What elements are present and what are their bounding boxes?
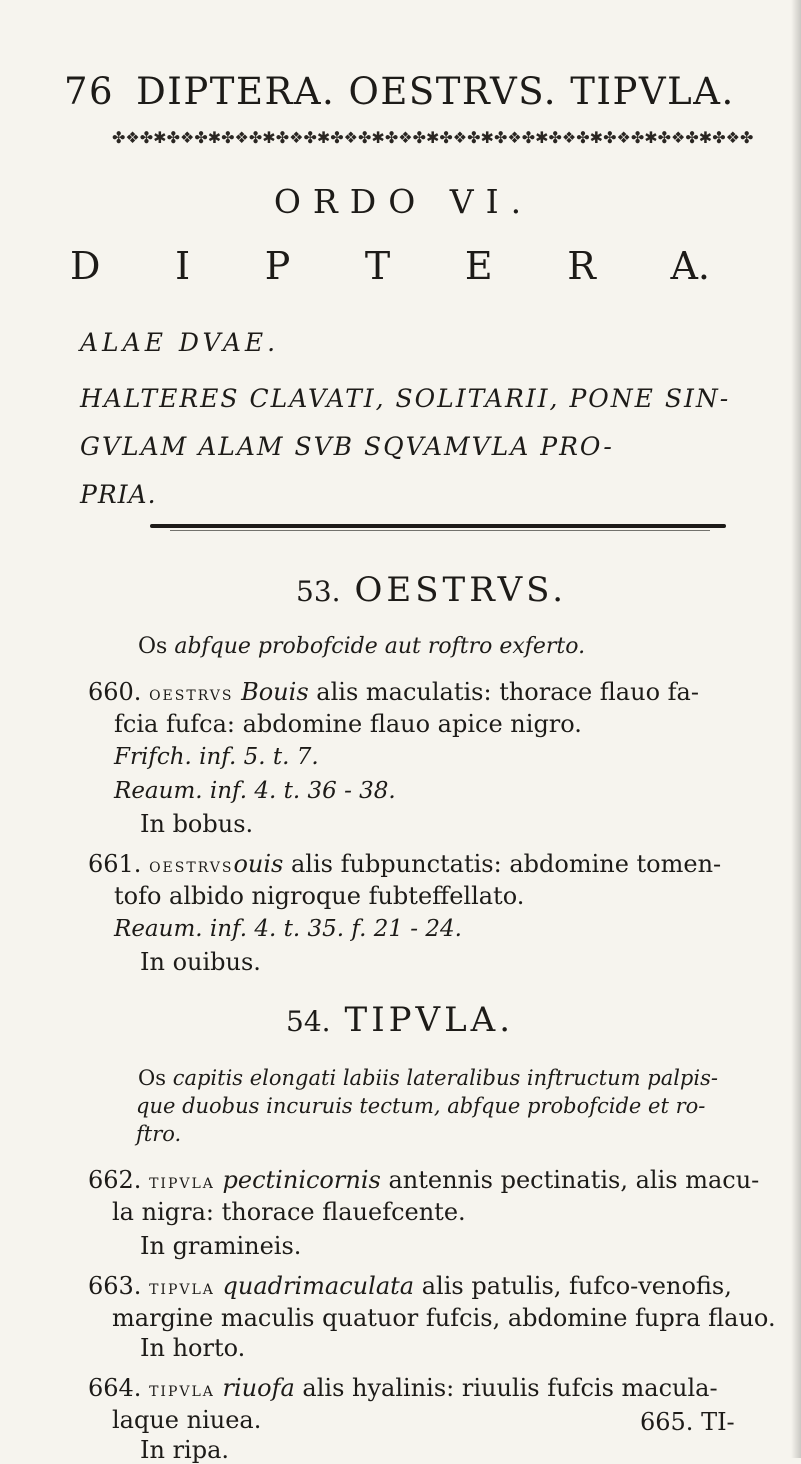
habitat: In ouibus. [140,948,261,976]
description-line: alis patulis, fufco-venofis, [421,1272,732,1300]
order-title-letter: P [264,244,291,288]
running-head [64,70,735,113]
entry-number: 662. [88,1166,142,1194]
genus-diagnosis [138,634,585,659]
description-line: margine maculis quatuor fufcis, abdomine fupra flauo. [112,1304,776,1332]
genus-diagnosis [138,1066,718,1090]
description-line: alis hyalinis: riuulis fufcis macula- [302,1374,718,1402]
os-text: capitis elongati labiis lateralibus inftructum palpis- [172,1066,718,1090]
species-entry-661 [88,850,721,878]
species-epithet: quadrimaculata [222,1272,415,1300]
species-epithet: Bouis [241,678,309,706]
ordo-heading: ORDO VI. [273,182,534,221]
species-epithet: ouis [233,850,284,878]
os-text: abfque probofcide aut roftro exferto. [174,634,586,659]
definition-line: ALAE DVAE. [80,328,280,357]
description-line: alis fubpunctatis: abdomine tomen- [291,850,722,878]
os-label: Os [138,1066,166,1090]
entry-number: 664. [88,1374,142,1402]
description-line: la nigra: thorace flauefcente. [112,1198,466,1226]
page-number: 76 [64,70,115,113]
section-rule-thin [170,530,710,531]
entry-number: 663. [88,1272,142,1300]
genus-smallcaps: oestrvs [149,853,234,877]
order-title-letter: E [464,244,493,288]
genus-smallcaps: tipvla [149,1169,215,1193]
os-text: ftro. [136,1122,182,1146]
order-title-letter: R [567,244,596,288]
habitat: In horto. [140,1334,246,1362]
entry-number: 660. [88,678,142,706]
genus-heading-oestrus [296,570,567,610]
os-text: que duobus incuruis tectum, abfque probofcide et ro- [136,1094,706,1118]
order-title-letter: D [70,244,101,288]
order-title-letter: T [364,244,391,288]
running-title: DIPTERA. OESTRVS. TIPVLA. [136,70,735,113]
order-title [70,244,710,288]
habitat: In ripa. [140,1436,230,1464]
habitat: In gramineis. [140,1232,302,1260]
species-entry-660 [88,678,699,706]
definition-line: GVLAM ALAM SVB SQVAMVLA PRO- [80,432,614,461]
catchword: 665. TI- [640,1408,735,1436]
reference: Reaum. inf. 4. t. 36 - 38. [114,778,396,804]
entry-number: 661. [88,850,142,878]
definition-line: HALTERES CLAVATI, SOLITARII, PONE SIN- [80,384,731,413]
description-line: alis maculatis: thorace flauo fa- [316,678,699,706]
ornament-band: ✤❖✤✱✤❖✤✱✤❖✤✱✤❖✤✱✤❖✤✱✤❖✤✱✤❖✤✱✤❖✤✱✤❖✤✱✤❖✤✱✤❖✤✱✤❖✤ [112,128,754,147]
description-line: laque niuea. [112,1406,262,1434]
genus-name: OESTRVS. [354,570,568,610]
species-epithet: pectinicornis [222,1166,381,1194]
habitat: In bobus. [140,810,254,838]
os-label: Os [138,634,168,659]
genus-smallcaps: tipvla [149,1377,215,1401]
genus-number: 54. [286,1005,331,1038]
description-line: fcia fufca: abdomine flauo apice nigro. [114,710,582,738]
genus-number: 53. [296,575,341,608]
species-entry-664 [88,1374,718,1402]
definition-line: PRIA. [80,480,157,509]
genus-heading-tipula [286,1000,514,1040]
genus-smallcaps: tipvla [149,1275,215,1299]
order-title-letter: A. [670,244,710,288]
description-line: antennis pectinatis, alis macu- [388,1166,760,1194]
species-epithet: riuofa [222,1374,295,1402]
order-title-letter: I [175,244,191,288]
reference: Frifch. inf. 5. t. 7. [114,744,319,770]
genus-smallcaps: oestrvs [149,681,234,705]
section-rule [150,524,726,528]
page-edge-shadow [791,0,801,1458]
reference: Reaum. inf. 4. t. 35. f. 21 - 24. [114,916,462,942]
species-entry-663 [88,1272,732,1300]
genus-name: TIPVLA. [344,1000,515,1040]
species-entry-662 [88,1166,759,1194]
description-line: tofo albido nigroque fubteffellato. [114,882,525,910]
